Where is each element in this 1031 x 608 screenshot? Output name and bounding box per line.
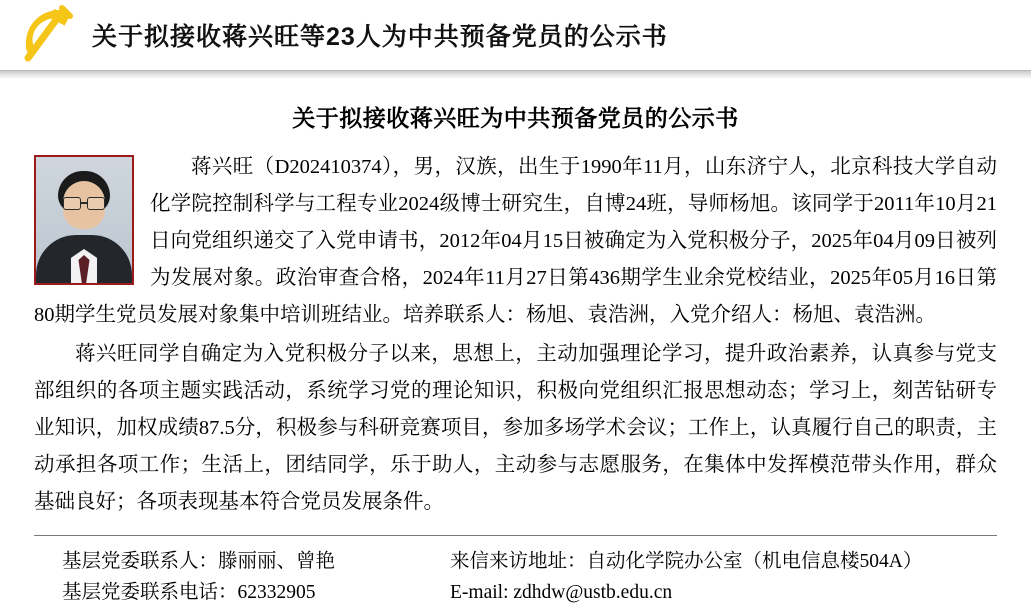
paragraph-2: 蒋兴旺同学自确定为入党积极分子以来，思想上，主动加强理论学习，提升政治素养，认真参与党支部组织的各项主题实践活动，系统学习党的理论知识，积极向党组织汇报思想动态；学习上，刻苦钻研专业知识，加权成绩87.5分，积极参与科研竞赛项目，参加多场学术会议；工作上，认真履行自己的职责，主动承担各项工作；生活上，团结同学，乐于助人，主动参与志愿服务，在集体中发挥模范带头作用，群众基础良好；各项表现基本符合党员发展条件。 <box>34 343 997 513</box>
party-emblem-hammer-sickle-icon <box>0 0 92 70</box>
visit-address: 来信来访地址：自动化学院办公室（机电信息楼504A） <box>450 551 923 572</box>
banner-title: 关于拟接收蒋兴旺等23人为中共预备党员的公示书 <box>92 23 668 51</box>
paragraph-1: 蒋兴旺（D202410374），男，汉族，出生于1990年11月，山东济宁人，北京科技大学自动化学院控制科学与工程专业2024级博士研究生，自博24班，导师杨旭。该同学于2011年10月21日向党组织递交了入党申请书，2012年04月15日被确定为入党积极分子，2025年04月09日被列为发展对象。政治审查合格，2024年11月27日第436期学生业余党校结业，2025年05月16日第80期学生党员发展对象集中培训班结业。培养联系人：杨旭、袁浩洲，入党介绍人：杨旭、袁浩洲。 <box>34 156 997 326</box>
header-banner <box>0 0 1031 70</box>
banner-divider <box>0 70 1031 78</box>
email-address[interactable]: E-mail: zdhdw@ustb.edu.cn <box>450 582 673 603</box>
contact-phone: 基层党委联系电话：62332905 <box>62 582 316 603</box>
footer <box>0 536 1031 608</box>
body-block <box>34 149 997 521</box>
contact-person: 基层党委联系人：滕丽丽、曾艳 <box>62 551 336 572</box>
document-body <box>0 100 1031 521</box>
applicant-portrait <box>34 155 134 285</box>
footer-right-column <box>434 546 997 608</box>
footer-left-column <box>34 546 434 608</box>
document-title: 关于拟接收蒋兴旺为中共预备党员的公示书 <box>292 105 739 131</box>
